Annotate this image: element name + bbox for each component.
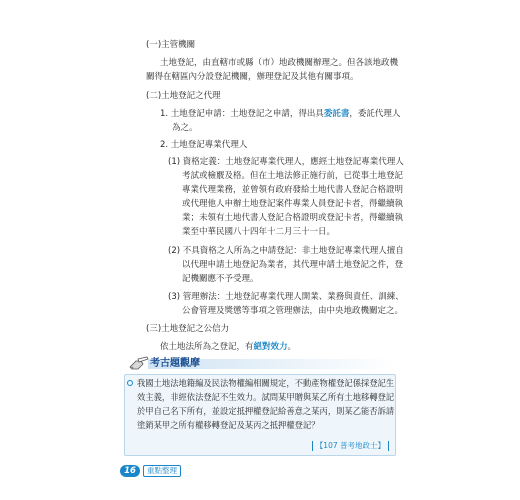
sub-item-line: (2) 不具資格之人所為之申請登記：非土地登記專業代理人擅自: [168, 246, 404, 256]
section-title-credibility: (三)土地登記之公信力: [146, 324, 230, 334]
sub-item-line: 記機關應不予受理。: [182, 274, 259, 284]
list-item-1: [160, 108, 400, 122]
footer-label: 重點整理: [143, 465, 181, 477]
exam-question-box: [124, 374, 396, 456]
paragraph-line: 關得在轄區內分設登記機關，辦理登記及其他有關事項。: [146, 72, 359, 82]
question-line: 於甲自己名下所有，並設定抵押權登記給善意之某丙，則某乙能否訴請: [137, 406, 395, 416]
hand-pencil-icon: [128, 356, 150, 372]
exam-source: 【107 普考地政士】: [312, 441, 389, 451]
section-title-authority: (一)主管機關: [146, 40, 196, 50]
sub-item-line: (1) 資格定義：土地登記專業代理人，應經土地登記專業代理人: [168, 157, 404, 167]
exam-badge-title: 考古題觀摩: [150, 358, 200, 369]
sub-item-line: 專業代理業務，並曾領有政府發給土地代書人登記合格證明: [182, 185, 404, 195]
page-footer: [120, 464, 184, 478]
line-text: 依土地法所為之登記，有: [160, 342, 254, 352]
line-text: 。: [287, 342, 297, 352]
exam-badge: [128, 356, 390, 372]
item-text: 1. 土地登記申請：土地登記之申請，得出具: [160, 109, 324, 119]
sub-item-line: 或代理他人申辦土地登記案件專業人員登記卡者，得繼續執: [182, 199, 404, 209]
paragraph-line: [160, 341, 296, 355]
sub-item-line: 公會管理及獎懲等事項之管理辦法，由中央地政機關定之。: [182, 306, 404, 316]
list-item-2: 2. 土地登記專業代理人: [160, 140, 248, 150]
question-line: 塗銷某甲之所有權移轉登記及某丙之抵押權登記？: [137, 420, 320, 430]
highlight-term: 絕對效力: [253, 342, 288, 352]
page-number: 16: [124, 466, 136, 476]
item-text: ，委託代理人: [349, 109, 401, 119]
circle-bullet-icon: [127, 380, 133, 386]
sub-item-line: (3) 管理辦法：土地登記專業代理人開業、業務與責任、訓練、: [168, 292, 404, 302]
sub-item-line: 以代理申請土地登記為業者，其代理申請土地登記之件，登: [182, 260, 404, 270]
section-title-agency: (二)土地登記之代理: [146, 91, 221, 101]
item-continuation: 為之。: [172, 123, 198, 133]
sub-item-line: 業；未領有土地代書人登記合格證明或登記卡者，得繼續執: [182, 213, 404, 223]
question-line: 我國土地法地籍編及民法物權編相關規定，不動產物權登記係採登記生: [137, 378, 395, 388]
paragraph-line: 土地登記，由直轄市或縣（市）地政機關辦理之。但各該地政機: [160, 58, 399, 68]
sub-item-line: 業至中華民國八十四年十二月三十一日。: [182, 227, 336, 237]
question-line: 效主義，非經依法登記不生效力。試問某甲贈與某乙所有土地移轉登記: [137, 392, 395, 402]
sub-item-line: 考試或檢覈及格。但在土地法修正施行前，已從事土地登記: [182, 171, 404, 181]
highlight-term: 委託書: [323, 109, 350, 119]
